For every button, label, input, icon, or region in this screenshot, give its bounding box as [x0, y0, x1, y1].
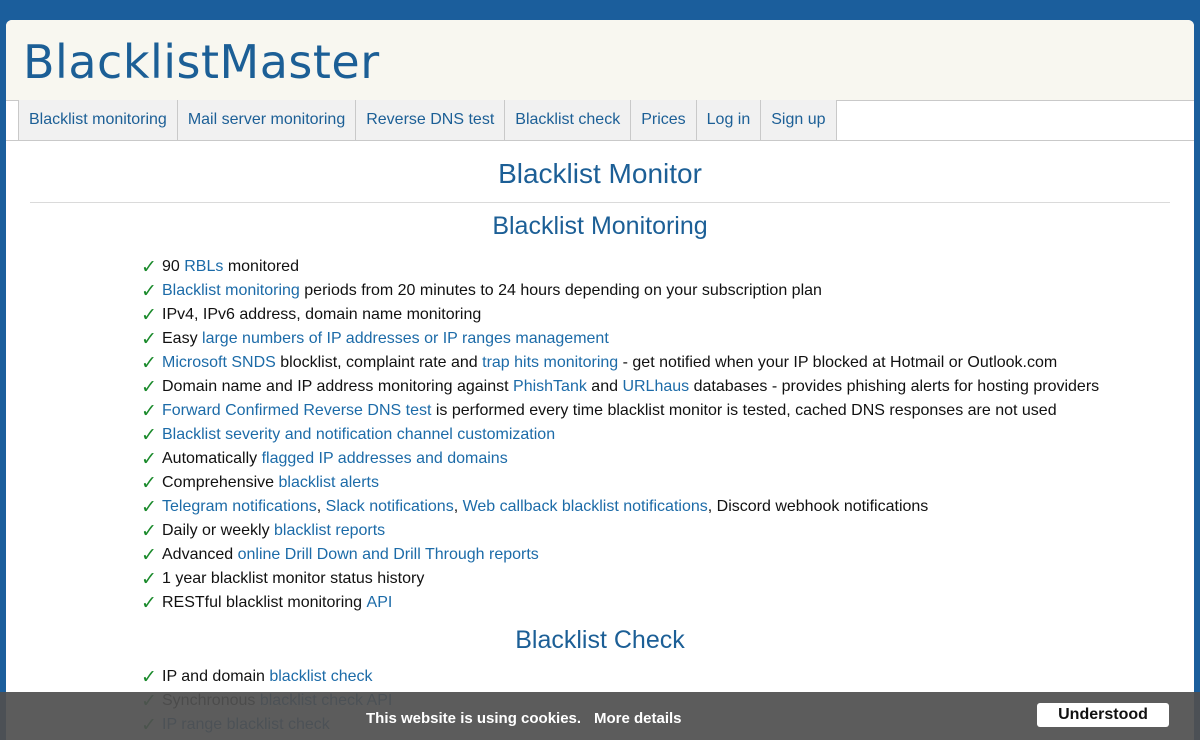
check-icon: ✓ — [141, 496, 157, 518]
feature-item — [141, 351, 1099, 375]
feature-link[interactable]: blacklist alerts — [278, 474, 379, 491]
site-logo[interactable]: BlacklistMaster — [23, 35, 380, 89]
cookie-message: This website is using cookies. — [366, 710, 582, 727]
cookie-more-details-link[interactable]: More details — [594, 710, 682, 727]
feature-item — [141, 327, 1099, 351]
feature-text: is performed every time blacklist monitor is tested, cached DNS responses are not used — [431, 402, 1057, 419]
feature-item — [141, 279, 1099, 303]
feature-link[interactable]: PhishTank — [513, 378, 587, 395]
check-icon: ✓ — [141, 400, 157, 422]
feature-text: periods from 20 minutes to 24 hours depending on your subscription plan — [299, 282, 822, 299]
feature-link[interactable]: RBLs — [184, 258, 224, 275]
nav-mail-server-monitoring[interactable]: Mail server monitoring — [177, 100, 356, 140]
section-title-monitoring: Blacklist Monitoring — [492, 212, 708, 240]
feature-text: IPv4, IPv6 address, domain name monitoring — [162, 306, 482, 323]
check-icon: ✓ — [141, 352, 157, 374]
check-icon: ✓ — [141, 424, 157, 446]
check-icon: ✓ — [141, 592, 157, 614]
feature-item — [141, 399, 1099, 423]
feature-link[interactable]: Slack notifications — [325, 498, 454, 515]
check-icon: ✓ — [141, 666, 157, 688]
feature-link[interactable]: trap hits monitoring — [482, 354, 619, 371]
check-icon: ✓ — [141, 304, 157, 326]
feature-link[interactable]: blacklist reports — [274, 522, 386, 539]
nav-blacklist-monitoring[interactable]: Blacklist monitoring — [18, 100, 178, 140]
feature-text: Comprehensive — [162, 474, 279, 491]
feature-text: monitored — [223, 258, 299, 275]
site-header — [6, 20, 1194, 101]
page — [6, 20, 1194, 740]
feature-item — [141, 591, 1099, 615]
feature-link[interactable]: flagged IP addresses and domains — [261, 450, 508, 467]
feature-link[interactable]: Microsoft SNDS — [162, 354, 276, 371]
nav-blacklist-check[interactable]: Blacklist check — [504, 100, 631, 140]
page-title: Blacklist Monitor — [498, 158, 702, 189]
feature-text: , Discord webhook notifications — [707, 498, 929, 515]
check-icon: ✓ — [141, 376, 157, 398]
check-icon: ✓ — [141, 256, 157, 278]
feature-link[interactable]: API — [366, 594, 393, 611]
feature-item — [141, 519, 1099, 543]
nav-reverse-dns-test[interactable]: Reverse DNS test — [355, 100, 505, 140]
feature-item — [141, 543, 1099, 567]
nav-prices[interactable]: Prices — [630, 100, 696, 140]
feature-link[interactable]: URLhaus — [622, 378, 690, 395]
feature-text: Automatically — [162, 450, 262, 467]
feature-text: Advanced — [162, 546, 238, 563]
feature-text: Domain name and IP address monitoring against — [162, 378, 514, 395]
check-icon: ✓ — [141, 328, 157, 350]
feature-item — [141, 471, 1099, 495]
feature-item — [141, 303, 1099, 327]
cookie-understood-button[interactable]: Understood — [1037, 703, 1169, 727]
check-icon: ✓ — [141, 448, 157, 470]
feature-link[interactable]: Web callback blacklist notifications — [462, 498, 708, 515]
feature-text: blocklist, complaint rate and — [275, 354, 483, 371]
feature-item — [141, 447, 1099, 471]
feature-item — [141, 567, 1099, 591]
feature-link[interactable]: online Drill Down and Drill Through reports — [237, 546, 539, 563]
feature-text: , — [316, 498, 326, 515]
check-icon: ✓ — [141, 280, 157, 302]
feature-link[interactable]: Blacklist severity and notification channel customization — [162, 426, 556, 443]
feature-text: RESTful blacklist monitoring — [162, 594, 367, 611]
check-icon: ✓ — [141, 472, 157, 494]
feature-link[interactable]: large numbers of IP addresses or IP ranges management — [202, 330, 609, 347]
check-icon: ✓ — [141, 568, 157, 590]
feature-text: , — [453, 498, 463, 515]
cookie-banner — [0, 692, 1200, 740]
feature-text: 90 — [162, 258, 185, 275]
feature-text: databases - provides phishing alerts for hosting providers — [689, 378, 1100, 395]
feature-text: IP and domain — [162, 668, 270, 685]
feature-item — [141, 665, 392, 689]
check-icon: ✓ — [141, 520, 157, 542]
title-divider — [30, 202, 1170, 203]
feature-link[interactable]: blacklist check — [269, 668, 373, 685]
feature-list-monitoring — [141, 255, 1099, 615]
feature-item — [141, 423, 1099, 447]
nav-bottom-border — [6, 140, 1194, 141]
feature-text: 1 year blacklist monitor status history — [162, 570, 425, 587]
feature-text: and — [586, 378, 623, 395]
check-icon: ✓ — [141, 544, 157, 566]
feature-item — [141, 255, 1099, 279]
feature-item — [141, 375, 1099, 399]
feature-text: - get notified when your IP blocked at Hotmail or Outlook.com — [618, 354, 1058, 371]
main-nav — [18, 100, 836, 141]
feature-link[interactable]: Forward Confirmed Reverse DNS test — [162, 402, 432, 419]
nav-log-in[interactable]: Log in — [696, 100, 762, 140]
section-title-check: Blacklist Check — [515, 626, 685, 654]
feature-text: Daily or weekly — [162, 522, 275, 539]
feature-text: Easy — [162, 330, 203, 347]
feature-item — [141, 495, 1099, 519]
nav-sign-up[interactable]: Sign up — [760, 100, 836, 140]
feature-link[interactable]: Telegram notifications — [162, 498, 317, 515]
feature-link[interactable]: Blacklist monitoring — [162, 282, 300, 299]
